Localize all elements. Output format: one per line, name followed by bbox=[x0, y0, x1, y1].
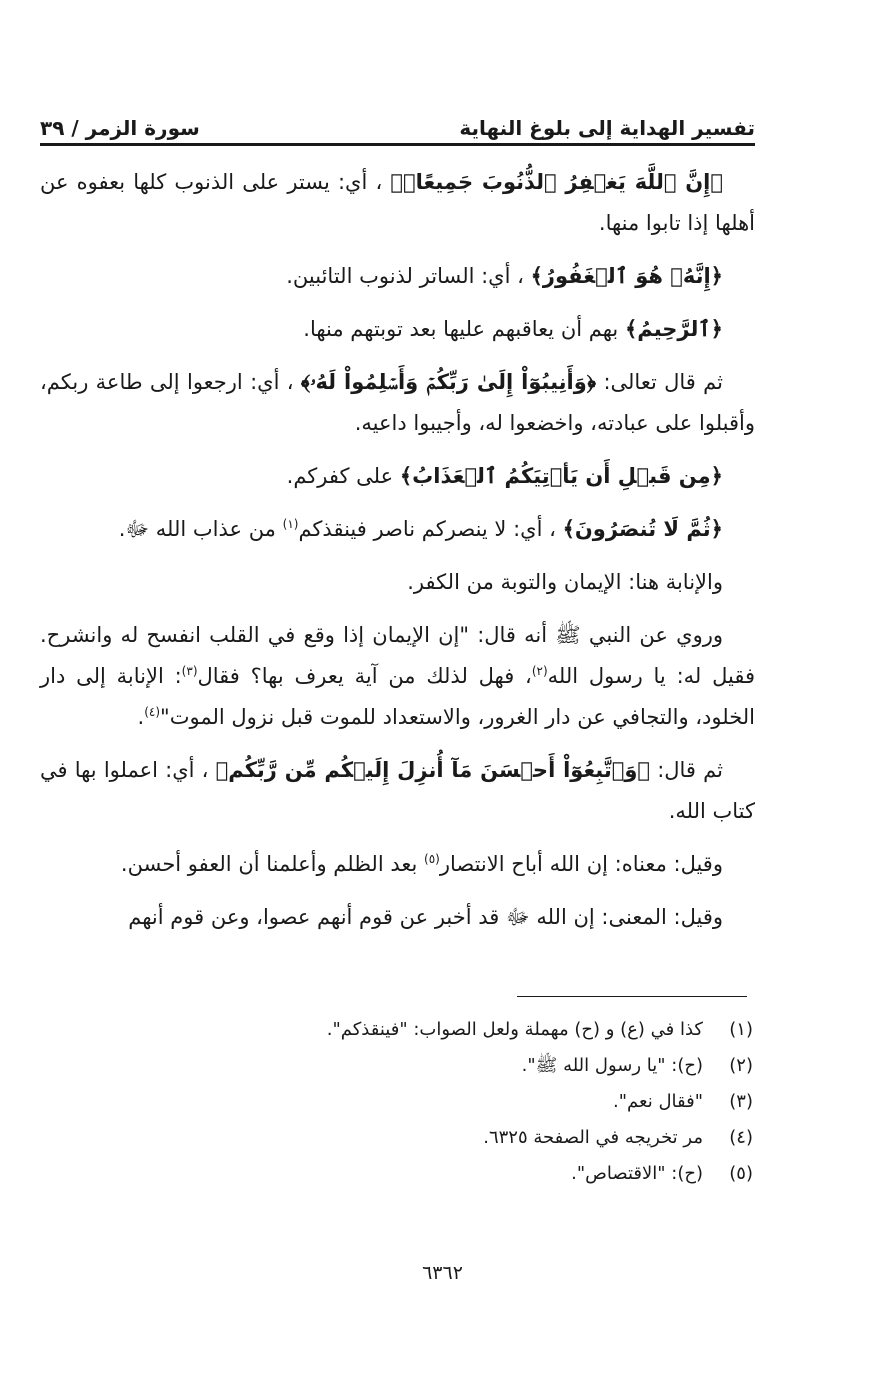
paragraph-11: وقيل: المعنى: إن الله ﷻ قد أخبر عن قوم أنهم عصوا، وعن قوم أنهم bbox=[128, 905, 723, 929]
quran-quote: ﴿مِن قَبۡلِ أَن يَأۡتِيَكُمُ ٱلۡعَذَابُ﴾ bbox=[399, 464, 723, 488]
footnote-2 bbox=[40, 1048, 755, 1084]
footnote-1 bbox=[40, 1012, 755, 1048]
footnote-number: (٢) bbox=[729, 1055, 753, 1076]
footnote-number: (٤) bbox=[729, 1127, 753, 1148]
commentary: بعد الظلم وأعلمنا أن العفو أحسن. bbox=[120, 852, 418, 876]
footnote-number: (٥) bbox=[729, 1163, 753, 1184]
lead-text: ثم قال: bbox=[657, 758, 723, 782]
quran-quote: ﴿ثُمَّ لَا تُنصَرُونَ﴾ bbox=[562, 517, 723, 541]
surah-label: سورة الزمر / ٣٩ bbox=[40, 116, 200, 140]
hadith-text: وروي عن النبي ﷺ أنه قال: "إن الإيمان إذا وقع في القلب انفسح له وانشرح. فقيل له: يا رسول الله bbox=[40, 623, 755, 688]
commentary: ، أي: الساتر لذنوب التائبين. bbox=[286, 264, 524, 288]
footnote-ref-5[interactable]: (٥) bbox=[424, 852, 440, 866]
page-number: ٦٣٦٢ bbox=[422, 1262, 463, 1284]
footnote-separator bbox=[517, 996, 747, 997]
footnote-text: "فقال نعم". bbox=[613, 1091, 703, 1112]
paragraph-2 bbox=[40, 256, 755, 297]
paragraph-7: والإنابة هنا: الإيمان والتوبة من الكفر. bbox=[407, 570, 723, 594]
quran-quote: ﴿وَأَنِيبُوٓاْ إِلَىٰ رَبِّكُمۡ وَأَسۡلِمُواْ لَهُۥ﴾ bbox=[300, 370, 597, 394]
commentary: ، أي: يستر على الذنوب كلها بعفوه عن أهلها إذا تابوا منها. bbox=[40, 170, 755, 235]
paragraph-9 bbox=[40, 750, 755, 832]
commentary: بهم أن يعاقبهم عليها بعد توبتهم منها. bbox=[303, 317, 619, 341]
footnote-ref-1[interactable]: (١) bbox=[282, 517, 299, 531]
paragraph-5 bbox=[40, 456, 755, 497]
footnote-number: (١) bbox=[729, 1019, 753, 1040]
quran-quote: ﴿إِنَّهُۥ هُوَ ٱلۡغَفُورُ﴾ bbox=[530, 264, 723, 288]
footnote-ref-2[interactable]: (٢) bbox=[531, 664, 548, 678]
paragraph-10 bbox=[40, 844, 755, 885]
footnote-text: مر تخريجه في الصفحة ٦٣٢٥. bbox=[483, 1127, 703, 1148]
footnotes bbox=[40, 1012, 755, 1192]
footnote-text: (ح): "الاقتصاص". bbox=[571, 1163, 703, 1184]
lead-text: ثم قال تعالى: bbox=[603, 370, 723, 394]
footnote-ref-4[interactable]: (٤) bbox=[144, 705, 161, 719]
footnote-5 bbox=[40, 1156, 755, 1192]
running-header bbox=[40, 104, 755, 140]
paragraph-3 bbox=[40, 309, 755, 350]
main-text bbox=[40, 162, 755, 950]
paragraph-1 bbox=[40, 162, 755, 244]
quran-quote: ﴿ٱلرَّحِيمُ﴾ bbox=[624, 317, 723, 341]
footnote-3 bbox=[40, 1084, 755, 1120]
paragraph-4 bbox=[40, 362, 755, 444]
header-rule bbox=[40, 143, 755, 146]
footnote-ref-3[interactable]: (٣) bbox=[181, 664, 198, 678]
commentary: على كفركم. bbox=[286, 464, 394, 488]
quran-quote: ﴿إِنَّ ٱللَّهَ يَغۡفِرُ ٱلذُّنُوبَ جَمِيعًاۚ﴾ bbox=[390, 170, 723, 194]
paragraph-6 bbox=[40, 509, 755, 550]
paragraph-8 bbox=[40, 615, 755, 738]
commentary: ، أي: لا ينصركم ناصر فينقذكم bbox=[298, 517, 556, 541]
commentary: وقيل: معناه: إن الله أباح الانتصار bbox=[439, 852, 723, 876]
footnote-4 bbox=[40, 1120, 755, 1156]
quran-quote: ﴿وَٱتَّبِعُوٓاْ أَحۡسَنَ مَآ أُنزِلَ إِلَيۡكُم مِّن رَّبِّكُم﴾ bbox=[215, 758, 651, 782]
footnote-number: (٣) bbox=[729, 1091, 753, 1112]
hadith-text: ، فهل لذلك من آية يعرف بها؟ فقال bbox=[197, 664, 532, 688]
book-title: تفسير الهداية إلى بلوغ النهاية bbox=[459, 116, 755, 140]
commentary: ، أي: اعملوا بها في كتاب الله. bbox=[40, 758, 755, 823]
commentary: من عذاب الله ﷻ. bbox=[118, 517, 276, 541]
footnote-text: كذا في (ع) و (ح) مهملة ولعل الصواب: "فينقذكم". bbox=[326, 1019, 703, 1040]
commentary: ، أي: ارجعوا إلى طاعة ربكم، وأقبلوا على عبادته، واخضعوا له، وأجيبوا داعيه. bbox=[40, 370, 755, 435]
footnote-text: (ح): "يا رسول الله ﷺ". bbox=[521, 1055, 703, 1076]
hadith-text: . bbox=[137, 705, 145, 729]
hadith-text: : الإنابة إلى دار الخلود، والتجافي عن دار الغرور، والاستعداد للموت قبل نزول الموت" bbox=[40, 664, 755, 729]
